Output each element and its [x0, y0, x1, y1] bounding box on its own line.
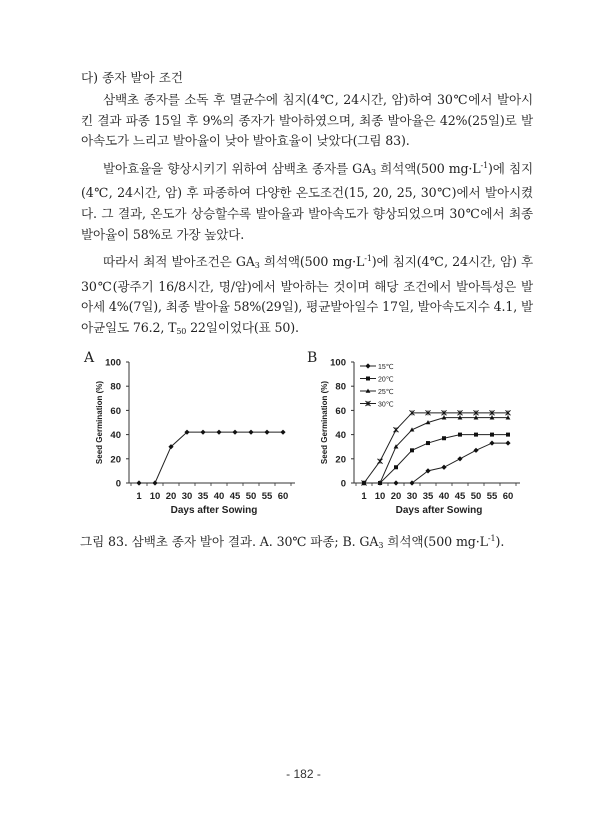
svg-text:10: 10: [149, 491, 161, 502]
page-number: - 182 -: [286, 767, 321, 781]
svg-text:25℃: 25℃: [378, 389, 394, 396]
chart-b: [300, 350, 530, 525]
svg-text:45: 45: [229, 491, 241, 502]
figure-caption: 그림 83. 삼백초 종자 발아 결과. A. 30℃ 파종; B. $GA_3$ 희석액(500 $mg\cdot L^{-1}$).: [80, 534, 505, 550]
paragraph-3: 따라서 최적 발아조건은 $GA_3$ 희석액(500 $mg\cdot L^{-1}$)에 침지(4℃, 24시간, 암) 후 30℃(광주기 16/8시간, 명/암)에서 발아하는 것이며 해당 조건에서 발아특성은 발아세 4%(7일), 최종 발아율 58%(29일), 평균발아일수 17일, 발아속도지수 4.1, 발아균일도 76.2, $T_{50}$ 22일이었다(표 50).: [81, 254, 534, 336]
svg-text:35: 35: [197, 491, 209, 502]
figure-83: [75, 350, 535, 525]
svg-text:0: 0: [340, 478, 346, 490]
svg-text:Days after Sowing: Days after Sowing: [170, 505, 258, 516]
svg-text:15℃: 15℃: [378, 364, 394, 371]
paragraph-1: 삼백초 종자를 소독 후 멸균수에 침지(4℃, 24시간, 암)하여 30℃에서 발아시킨 결과 파종 15일 후 9%의 종자가 발아하였으며, 최종 발아율은 42%(25일)로 발아속도가 느리고 발아율이 낮아 발아효율이 낮았다(그림 83).: [81, 92, 533, 149]
svg-text:Seed Germination (%): Seed Germination (%): [95, 380, 104, 465]
svg-text:80: 80: [335, 381, 346, 393]
svg-text:35: 35: [422, 491, 434, 502]
body-text: [81, 90, 533, 347]
svg-text:60: 60: [277, 491, 289, 502]
svg-text:0: 0: [115, 478, 121, 490]
svg-text:50: 50: [470, 491, 482, 502]
svg-text:60: 60: [110, 405, 121, 417]
svg-text:40: 40: [335, 430, 346, 442]
section-heading: 다) 종자 발아 조건: [81, 70, 184, 85]
paragraph-2: 발아효율을 향상시키기 위하여 삼백초 종자를 $GA_3$ 희석액(500 $mg\cdot L^{-1}$)에 침지(4℃, 24시간, 암) 후 파종하여 다양한 온도조건(15, 20, 25, 30℃)에서 발아시켰다. 그 결과, 온도가 상승할수록 발아율과 발아속도가 향상되었으며 30℃에서 최종 발아율이 58%로 가장 높았다.: [81, 160, 534, 242]
panel-a-label: A: [84, 350, 95, 366]
svg-text:40: 40: [438, 491, 450, 502]
svg-text:20: 20: [390, 491, 402, 502]
svg-text:20: 20: [335, 454, 346, 466]
svg-text:1: 1: [361, 491, 367, 502]
svg-text:40: 40: [213, 491, 225, 502]
svg-text:20: 20: [165, 491, 177, 502]
svg-text:1: 1: [136, 491, 142, 502]
svg-text:60: 60: [335, 405, 346, 417]
svg-text:80: 80: [110, 381, 121, 393]
svg-text:55: 55: [486, 491, 498, 502]
svg-text:40: 40: [110, 430, 121, 442]
svg-text:30: 30: [181, 491, 193, 502]
panel-b-label: B: [307, 350, 318, 366]
svg-text:10: 10: [374, 491, 386, 502]
svg-text:20: 20: [110, 454, 121, 466]
svg-text:55: 55: [261, 491, 273, 502]
svg-text:20℃: 20℃: [378, 376, 394, 384]
svg-text:60: 60: [502, 491, 514, 502]
svg-text:30: 30: [406, 491, 418, 502]
svg-text:Seed Germination (%): Seed Germination (%): [320, 380, 329, 465]
svg-text:30℃: 30℃: [378, 401, 394, 409]
svg-text:50: 50: [245, 491, 257, 502]
svg-text:45: 45: [454, 491, 466, 502]
svg-text:Days after Sowing: Days after Sowing: [395, 505, 483, 516]
svg-text:100: 100: [105, 357, 121, 369]
chart-a: [75, 350, 305, 525]
svg-text:100: 100: [330, 357, 346, 369]
